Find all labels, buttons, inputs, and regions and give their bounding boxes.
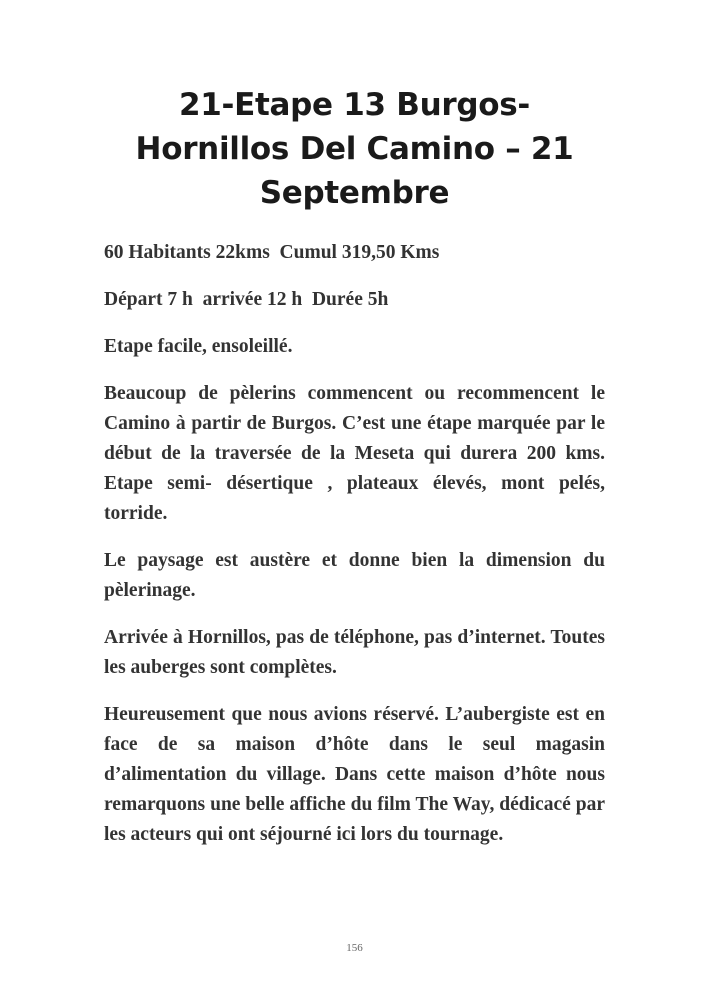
- weather-line: Etape facile, ensoleillé.: [104, 336, 293, 357]
- schedule-line: Départ 7 h arrivée 12 h Durée 5h: [104, 289, 389, 310]
- chapter-title: [100, 83, 609, 215]
- body-text: [104, 238, 605, 867]
- chapter-title-line: 21-Etape 13 Burgos-: [179, 87, 530, 123]
- chapter-title-line: Hornillos Del Camino – 21: [135, 131, 574, 167]
- paragraph: Arrivée à Hornillos, pas de téléphone, pas d’internet. Toutes les auberges sont complètes.: [104, 627, 605, 678]
- paragraph: Beaucoup de pèlerins commencent ou recommencent le Camino à partir de Burgos. C’est une étape marquée par le début de la traversée de la Meseta qui durera 200 kms. Etape semi- désertique , plateaux élevés, mont pelés, torride.: [104, 383, 605, 524]
- chapter-title-line: Septembre: [259, 175, 450, 211]
- paragraph: Le paysage est austère et donne bien la dimension du pèlerinage.: [104, 550, 605, 601]
- paragraph: Heureusement que nous avions réservé. L’aubergiste est en face de sa maison d’hôte dans le seul magasin d’alimentation du village. Dans cette maison d’hôte nous remarquons une belle affiche du film The Way, dédicacé par les acteurs qui ont séjourné ici lors du tournage.: [104, 704, 605, 845]
- stats-line: 60 Habitants 22kms Cumul 319,50 Kms: [104, 242, 440, 263]
- page-number: 156: [346, 942, 363, 954]
